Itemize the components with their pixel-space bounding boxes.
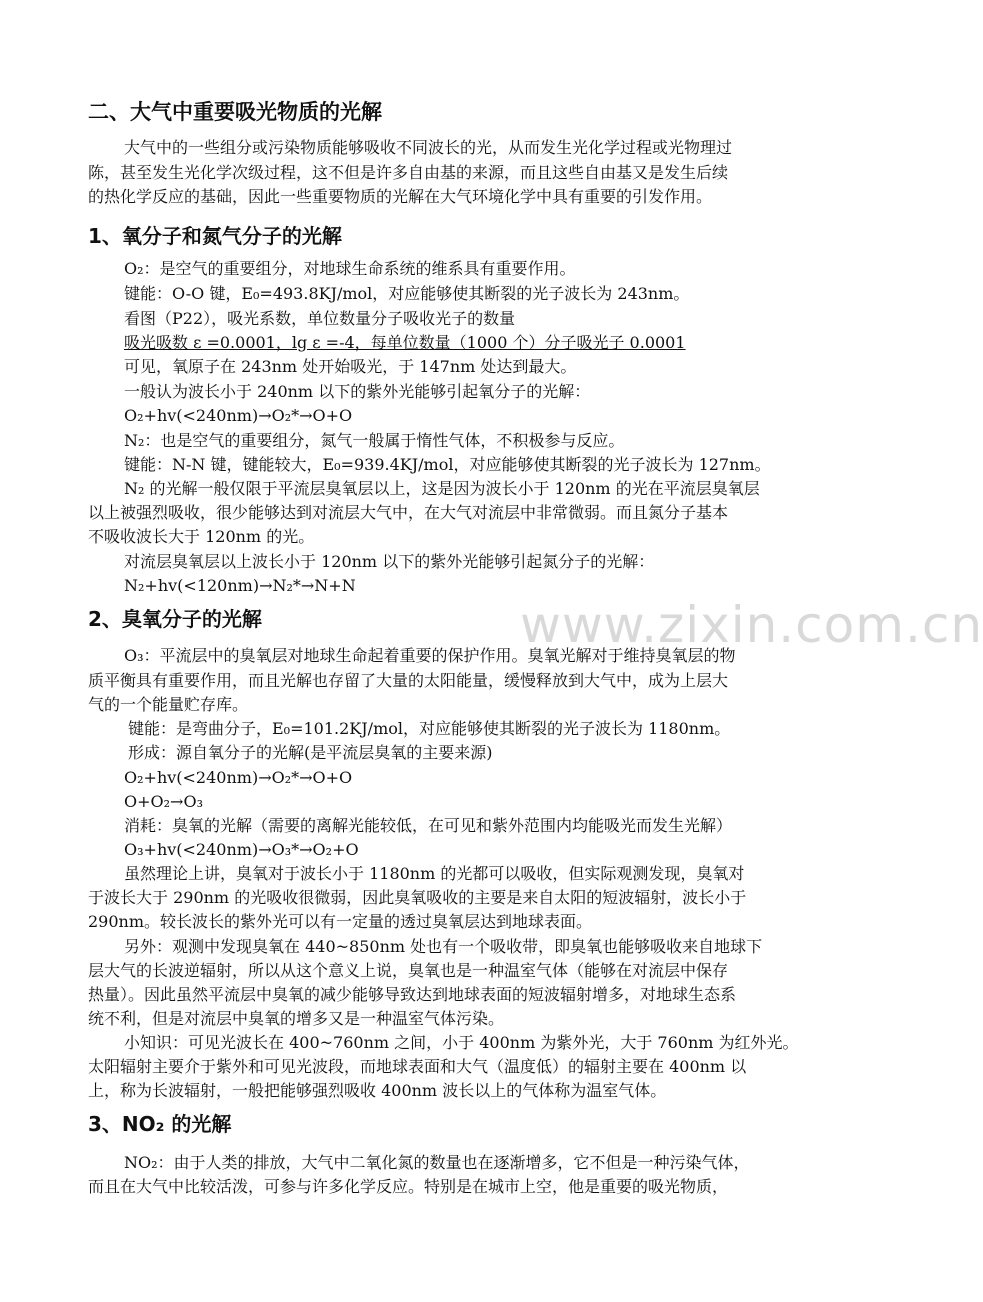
text-line: 键能：是弯曲分子，E₀=101.2KJ/mol，对应能够使其断裂的光子波长为 1180nm。 bbox=[128, 719, 731, 738]
text-line: 陈，甚至发生光化学次级过程，这不但是许多自由基的来源，而且这些自由基又是发生后续 bbox=[88, 163, 729, 182]
text-line: 形成：源自氧分子的光解(是平流层臭氧的主要来源) bbox=[128, 743, 493, 762]
text-line: O₂：是空气的重要组分，对地球生命系统的维系具有重要作用。 bbox=[124, 259, 576, 278]
text-line: 虽然理论上讲，臭氧对于波长小于 1180nm 的光都可以吸收，但实际观测发现，臭氧对 bbox=[124, 864, 745, 883]
section-heading: 3、NO₂ 的光解 bbox=[88, 1112, 232, 1136]
section-heading: 1、氧分子和氮气分子的光解 bbox=[88, 224, 342, 248]
text-line: 热量）。因此虽然平流层中臭氧的减少能够导致达到地球表面的短波辐射增多，对地球生态系 bbox=[88, 985, 737, 1004]
text-line: 对流层臭氧层以上波长小于 120nm 以下的紫外光能够引起氮分子的光解： bbox=[124, 552, 655, 571]
watermark: www.zixin.com.cn bbox=[520, 596, 983, 654]
text-line: 质平衡具有重要作用，而且光解也存留了大量的太阳能量，缓慢释放到大气中，成为上层大 bbox=[88, 671, 729, 690]
text-line: O₂+hv(<240nm)→O₂*→O+O bbox=[124, 768, 353, 787]
text-line: O₃+hv(<240nm)→O₃*→O₂+O bbox=[124, 840, 359, 859]
text-line: 一般认为波长小于 240nm 以下的紫外光能够引起氧分子的光解： bbox=[124, 382, 591, 401]
text-line: 上，称为长波辐射，一般把能够强烈吸收 400nm 波长以上的气体称为温室气体。 bbox=[88, 1081, 667, 1100]
text-line: 以上被强烈吸收，很少能够达到对流层大气中，在大气对流层中非常微弱。而且氮分子基本 bbox=[88, 503, 729, 522]
text-line: N₂：也是空气的重要组分，氮气一般属于惰性气体，不积极参与反应。 bbox=[124, 431, 625, 450]
text-line: O₃：平流层中的臭氧层对地球生命起着重要的保护作用。臭氧光解对于维持臭氧层的物 bbox=[124, 646, 736, 665]
text-line: 键能：N-N 键，键能较大，E₀=939.4KJ/mol，对应能够使其断裂的光子波长为 127nm。 bbox=[124, 455, 771, 474]
text-line: N₂+hv(<120nm)→N₂*→N+N bbox=[124, 576, 356, 595]
text-line: 可见，氧原子在 243nm 处开始吸光，于 147nm 处达到最大。 bbox=[124, 357, 577, 376]
text-line: 不吸收波长大于 120nm 的光。 bbox=[88, 527, 315, 546]
text-line: 消耗：臭氧的光解（需要的离解光能较低，在可见和紫外范围内均能吸光而发生光解） bbox=[124, 816, 733, 835]
text-line: N₂ 的光解一般仅限于平流层臭氧层以上，这是因为波长小于 120nm 的光在平流层臭氧层 bbox=[124, 479, 760, 498]
text-line: 气的一个能量贮存库。 bbox=[88, 695, 249, 714]
text-line: 于波长大于 290nm 的光吸收很微弱，因此臭氧吸收的主要是来自太阳的短波辐射，波长小于 bbox=[88, 888, 747, 907]
text-line: 太阳辐射主要介于紫外和可见光波段，而地球表面和大气（温度低）的辐射主要在 400nm 以 bbox=[88, 1057, 747, 1076]
text-line: O+O₂→O₃ bbox=[124, 792, 203, 811]
text-line: O₂+hv(<240nm)→O₂*→O+O bbox=[124, 406, 353, 425]
text-line: 统不利，但是对流层中臭氧的增多又是一种温室气体污染。 bbox=[88, 1009, 505, 1028]
text-line: 小知识：可见光波长在 400~760nm 之间，小于 400nm 为紫外光，大于 760nm 为红外光。 bbox=[124, 1033, 799, 1052]
text-line: 看图（P22），吸光系数，单位数量分子吸收光子的数量 bbox=[124, 309, 516, 328]
section-heading: 2、臭氧分子的光解 bbox=[88, 607, 262, 631]
text-line: 的热化学反应的基础，因此一些重要物质的光解在大气环境化学中具有重要的引发作用。 bbox=[88, 187, 713, 206]
text-line: 而且在大气中比较活泼，可参与许多化学反应。特别是在城市上空，他是重要的吸光物质， bbox=[88, 1177, 729, 1196]
text-line: NO₂：由于人类的排放，大气中二氧化氮的数量也在逐渐增多，它不但是一种污染气体， bbox=[124, 1153, 750, 1172]
text-line: 另外：观测中发现臭氧在 440~850nm 处也有一个吸收带，即臭氧也能够吸收来自地球下 bbox=[124, 937, 763, 956]
section-heading: 二、大气中重要吸光物质的光解 bbox=[88, 100, 382, 124]
text-line: 吸光吸数 ε =0.0001，lg ε =-4，每单位数量（1000 个）分子吸光子 0.0001 bbox=[124, 333, 686, 352]
text-line: 大气中的一些组分或污染物质能够吸收不同波长的光，从而发生光化学过程或光物理过 bbox=[124, 138, 733, 157]
text-line: 290nm。较长波长的紫外光可以有一定量的透过臭氧层达到地球表面。 bbox=[88, 912, 593, 931]
text-line: 层大气的长波逆辐射，所以从这个意义上说，臭氧也是一种温室气体（能够在对流层中保存 bbox=[88, 961, 729, 980]
text-line: 键能：O-O 键，E₀=493.8KJ/mol，对应能够使其断裂的光子波长为 243nm。 bbox=[124, 284, 690, 303]
